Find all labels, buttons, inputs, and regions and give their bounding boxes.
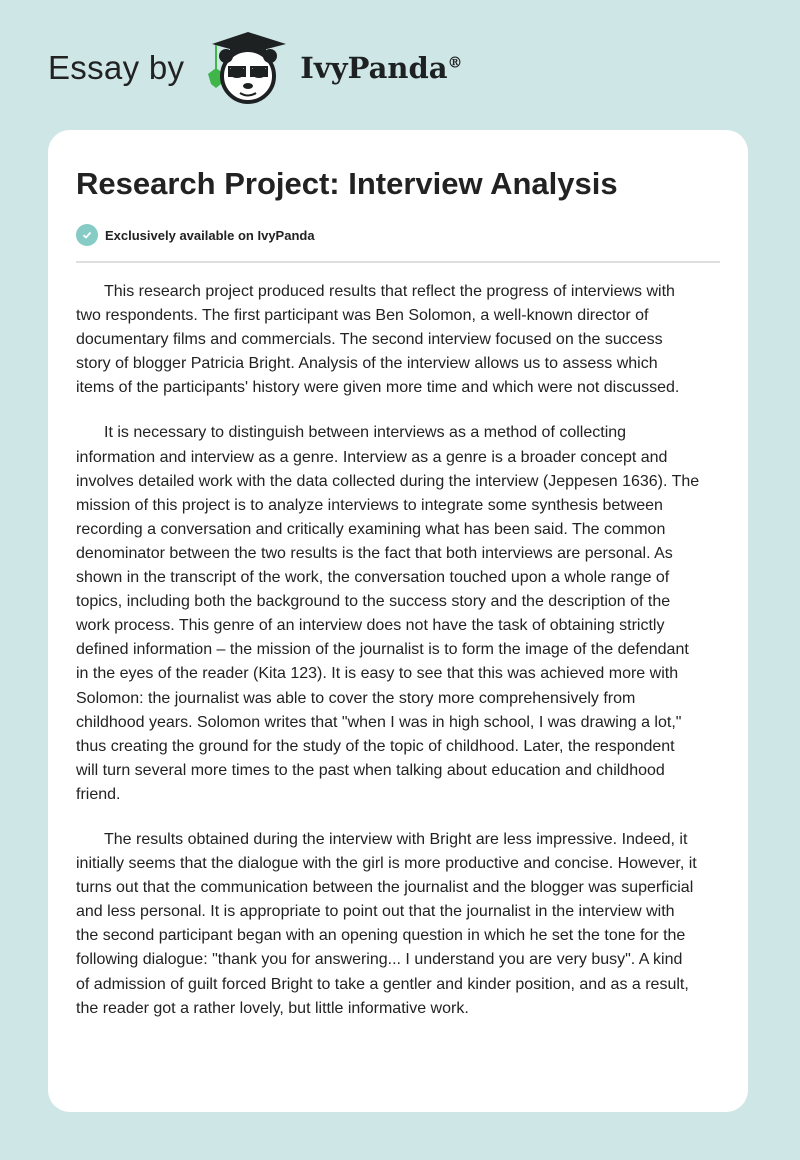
paragraph-line: in the eyes of the reader (Kita 123). It is easy to see that this was achieved more with: [76, 665, 679, 683]
paragraph-line: initially seems that the dialogue with the girl is more productive and concise. However, it: [76, 855, 697, 873]
paragraph-line: items of the participants' history were given more time and which were not discussed.: [76, 379, 680, 397]
exclusive-badge: [76, 224, 315, 246]
panda-logo-icon: [202, 30, 294, 106]
page-title: Research Project: Interview Analysis: [76, 166, 618, 201]
paragraph-line: work process. This genre of an interview does not have the task of obtaining strictly: [76, 617, 665, 635]
paragraph-line: story of blogger Patricia Bright. Analysis of the interview allows us to assess which: [76, 355, 658, 373]
paragraph-line: turns out that the communication between the journalist and the blogger was superficial: [76, 879, 694, 897]
paragraph-line: recording a conversation and critically examining what has been said. The common: [76, 520, 666, 538]
paragraph-line: childhood years. Solomon writes that "when I was in high school, I was drawing a lot,": [76, 713, 682, 731]
essay-body: [76, 280, 736, 1042]
paragraph-line: mission of this project is to analyze interviews to integrate some synthesis between: [76, 496, 663, 514]
paragraph: [76, 421, 736, 807]
paragraph-line: This research project produced results that reflect the progress of interviews with: [104, 283, 675, 300]
essay-by-label: Essay by: [48, 49, 185, 86]
paragraph-line: the second participant began with an opening question in which he set the tone for the: [76, 927, 686, 945]
paragraph-line: defined information – the mission of the journalist is to form the image of the defendant: [76, 641, 689, 659]
paragraph-line: The results obtained during the interview with Bright are less impressive. Indeed, it: [104, 830, 688, 848]
divider: [76, 261, 720, 263]
paragraph: [76, 828, 736, 1021]
paragraph-line: topics, including both the background to the success story and the description of the: [76, 593, 671, 611]
paragraph-line: friend.: [76, 785, 121, 803]
paragraph-line: following dialogue: "thank you for answering... I understand you are very busy". A kind: [76, 951, 683, 969]
paragraph-line: involves detailed work with the data collected during the interview (Jeppesen 1636). The: [76, 472, 700, 490]
essay-card: [48, 130, 748, 1112]
paragraph-line: shown in the transcript of the work, the conversation touched upon a whole range of: [76, 569, 670, 587]
brand-name: IvyPanda®: [300, 51, 463, 85]
site-header: [48, 30, 463, 106]
badge-label: Exclusively available on IvyPanda: [105, 227, 315, 243]
paragraph-line: documentary films and commercials. The second interview focused on the success: [76, 331, 663, 349]
paragraph-line: Solomon: the journalist was able to cover the story more comprehensively from: [76, 689, 636, 707]
paragraph-line: the reader got a rather lovely, but little informative work.: [76, 999, 469, 1017]
paragraph-line: It is necessary to distinguish between interviews as a method of collecting: [104, 424, 627, 442]
paragraph-line: two respondents. The first participant was Ben Solomon, a well-known director of: [76, 307, 649, 325]
paragraph-line: of admission of guilt forced Bright to take a gentler and kinder position, and as a result,: [76, 975, 689, 993]
paragraph-line: denominator between the two results is the fact that both interviews are personal. As: [76, 544, 673, 562]
paragraph-line: will turn several more times to the past when talking about education and childhood: [76, 761, 665, 779]
paragraph-line: thus creating the ground for the study of the topic of childhood. Later, the respondent: [76, 737, 675, 755]
check-icon: [76, 224, 98, 246]
paragraph: [76, 280, 736, 400]
paragraph-line: information and interview as a genre. Interview as a genre is a broader concept and: [76, 448, 668, 466]
paragraph-line: and less personal. It is appropriate to point out that the journalist in the interview with: [76, 903, 675, 921]
